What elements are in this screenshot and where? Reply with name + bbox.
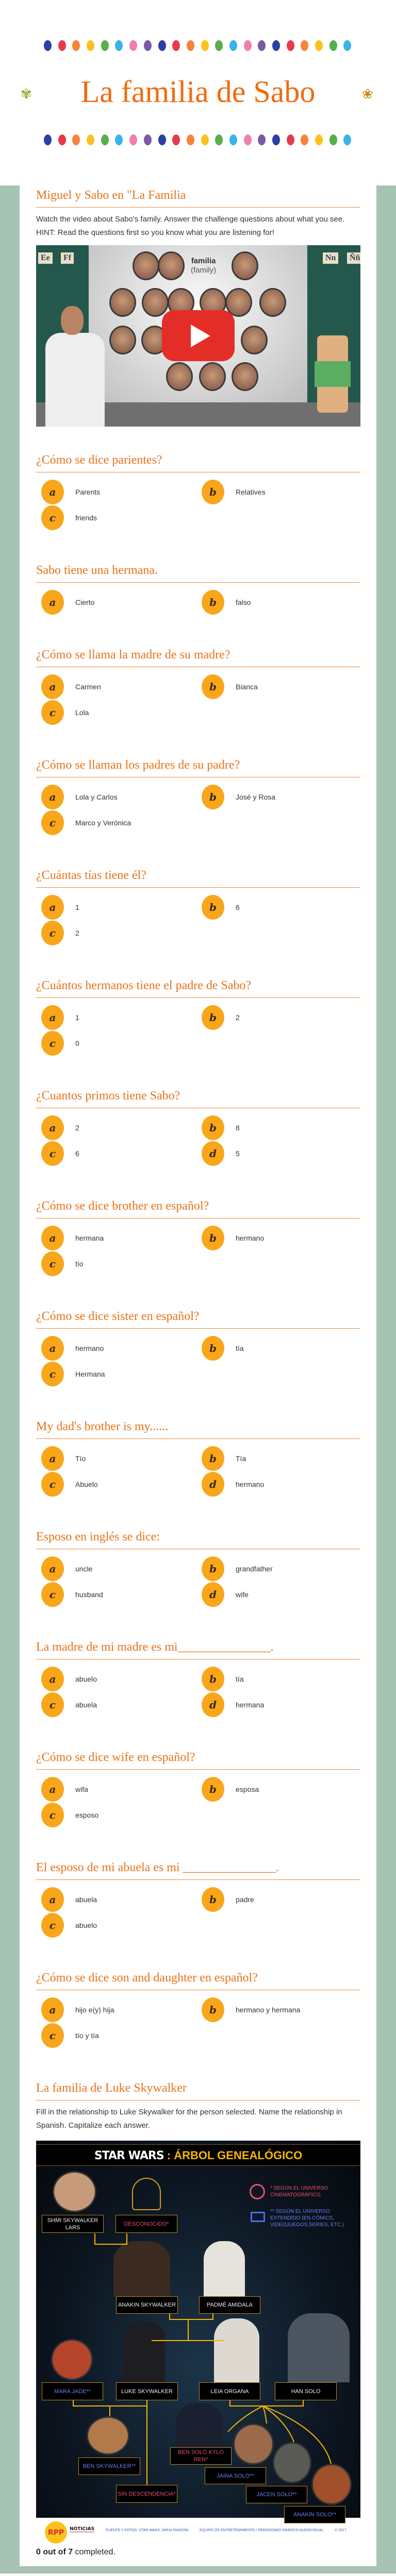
family-photo [166, 362, 193, 391]
dot [87, 134, 94, 145]
answer-option-c[interactable] [36, 700, 196, 725]
option-letter-bubble[interactable]: d [202, 1582, 224, 1607]
option-letter-bubble[interactable]: c [41, 1472, 64, 1497]
answer-option-b[interactable] [196, 674, 357, 700]
option-label: 0 [75, 1039, 79, 1047]
option-label: Hermana [75, 1370, 105, 1378]
dot [258, 134, 266, 145]
question [36, 1309, 360, 1387]
label-anakin: ANAKIN SKYWALKER [116, 2296, 178, 2314]
option-label: hermana [75, 1234, 104, 1242]
dot [201, 134, 209, 145]
answer-option-c[interactable] [36, 1471, 196, 1497]
answer-options [36, 1439, 360, 1497]
question-text: My dad's brother is my...... [36, 1419, 360, 1439]
question [36, 1970, 360, 2048]
dot [258, 40, 266, 51]
answer-option-a[interactable] [36, 1115, 196, 1141]
label-padme: PADMÉ AMIDALA [199, 2296, 260, 2314]
family-photo [259, 288, 286, 317]
option-label: falso [236, 598, 251, 606]
option-label: tía [236, 1675, 244, 1683]
option-letter-bubble[interactable]: c [41, 1251, 64, 1276]
question [36, 1639, 360, 1718]
option-letter-bubble[interactable]: a [41, 785, 64, 809]
dot [158, 40, 166, 51]
option-letter-bubble[interactable]: b [202, 1226, 224, 1250]
option-label: Carmen [75, 683, 101, 691]
dot [129, 40, 137, 51]
question [36, 757, 360, 836]
answer-option-c[interactable] [36, 920, 196, 946]
option-label: hermana [236, 1701, 265, 1709]
answer-option-c[interactable] [36, 1361, 196, 1387]
dot [287, 134, 294, 145]
completion-status [36, 2546, 360, 2559]
answer-option-c[interactable] [36, 1582, 196, 1607]
family-photo [199, 362, 226, 391]
answer-option-b[interactable] [196, 589, 357, 615]
credit-team: EQUIPO DE ENTRETENIMIENTO / PERIODISMO GRÁFICO AUDIOVISUAL [200, 2529, 324, 2532]
option-letter-bubble[interactable]: a [41, 1556, 64, 1581]
answer-options [36, 998, 360, 1056]
dot [244, 134, 252, 145]
dot [272, 134, 280, 145]
butterfly-icon: ✾ [21, 86, 32, 101]
option-letter-bubble[interactable]: b [202, 1115, 224, 1140]
answer-option-a[interactable] [36, 1997, 196, 2023]
letter-card: Ff [61, 252, 74, 264]
answer-option-a[interactable] [36, 784, 196, 810]
question-text: La madre de mi madre es mi_______________. [36, 1639, 360, 1659]
option-letter-bubble[interactable]: c [41, 1803, 64, 1827]
option-label: abuela [75, 1895, 97, 1904]
question-text: ¿Cómo se llama la madre de su madre? [36, 647, 360, 667]
option-letter-bubble[interactable]: c [41, 810, 64, 835]
option-label: 8 [236, 1124, 240, 1132]
answer-option-b[interactable] [196, 1335, 357, 1361]
label-sin-descendencia: SIN DESCENDENCIA* [116, 2485, 177, 2503]
tree-title-main: STAR WARS [94, 2149, 164, 2162]
option-label: Parents [75, 488, 101, 496]
dot [158, 134, 166, 145]
luke-instructions: Fill in the relationship to Luke Skywalker for the person selected. Name the relationship in Spanish. Capitalize each answer. [36, 2108, 342, 2130]
option-letter-bubble[interactable]: b [202, 1446, 224, 1471]
answer-option-a[interactable] [36, 1776, 196, 1802]
answer-options [36, 1990, 360, 2048]
answer-options [36, 1880, 360, 1938]
luke-title: La familia de Luke Skywalker [36, 2080, 360, 2100]
dot [229, 40, 237, 51]
label-jaina: JAINA SOLO** [205, 2467, 266, 2484]
page-title: La familia de Sabo [80, 75, 316, 109]
option-letter-bubble[interactable]: a [41, 1336, 64, 1361]
question-text: ¿Cómo se dice son and daughter en español? [36, 1970, 360, 1990]
question [36, 1529, 360, 1607]
answer-option-b[interactable] [196, 894, 357, 920]
option-label: abuela [75, 1701, 97, 1709]
option-letter-bubble[interactable]: b [202, 785, 224, 809]
option-letter-bubble[interactable]: b [202, 1777, 224, 1802]
intro-instructions: Watch the video about Sabo's family. Answer the challenge questions about what you see. HINT: Read the questions first so you know what you are listening for! [36, 215, 345, 237]
label-leia: LEIA ORGANA [199, 2382, 260, 2400]
answer-option-d[interactable] [196, 1582, 357, 1607]
answer-option-a[interactable] [36, 674, 196, 700]
dot [72, 40, 80, 51]
dot [115, 134, 123, 145]
answer-option-c[interactable] [36, 1030, 196, 1056]
option-letter-bubble[interactable]: a [41, 674, 64, 699]
option-label: Relatives [236, 488, 266, 496]
answer-option-b[interactable] [196, 1556, 357, 1582]
answer-option-c[interactable] [36, 2023, 196, 2048]
answer-options [36, 1108, 360, 1166]
option-letter-bubble[interactable]: b [202, 674, 224, 699]
question [36, 1860, 360, 1938]
question-text: ¿Cuántos hermanos tiene el padre de Sabo? [36, 978, 360, 998]
option-label: esposa [236, 1785, 259, 1793]
option-letter-bubble[interactable]: d [202, 1692, 224, 1717]
label-luke: LUKE SKYWALKER [116, 2382, 178, 2400]
option-label: Tío [75, 1454, 86, 1463]
option-letter-bubble[interactable]: b [202, 1667, 224, 1691]
option-label: Lola y Carlos [75, 793, 118, 801]
option-letter-bubble[interactable]: a [41, 1777, 64, 1802]
answer-option-c[interactable] [36, 505, 196, 531]
answer-option-a[interactable] [36, 479, 196, 505]
question-text: ¿Cómo se llaman los padres de su padre? [36, 757, 360, 777]
dot [287, 40, 294, 51]
option-letter-bubble[interactable]: a [41, 1887, 64, 1912]
answer-option-d[interactable] [196, 1141, 357, 1166]
option-letter-bubble[interactable]: d [202, 1141, 224, 1166]
option-letter-bubble[interactable]: b [202, 1887, 224, 1912]
question-text: ¿Cuántas tías tiene él? [36, 868, 360, 888]
answer-options [36, 1329, 360, 1387]
question-text: ¿Cómo se dice brother en español? [36, 1198, 360, 1218]
letter-card: Ññ [347, 252, 360, 264]
dot [343, 134, 351, 145]
answer-option-b[interactable] [196, 1776, 357, 1802]
rpp-logo: RPP [45, 2521, 67, 2544]
answer-option-a[interactable] [36, 589, 196, 615]
video-caption [191, 257, 216, 275]
answer-option-a[interactable] [36, 1666, 196, 1692]
answer-option-a[interactable] [36, 1005, 196, 1030]
intro-title: Miguel y Sabo en "La Familia [36, 188, 360, 208]
option-letter-bubble[interactable]: b [202, 1556, 224, 1581]
dot [329, 134, 337, 145]
answer-options [36, 777, 360, 836]
question [36, 1198, 360, 1277]
option-label: 5 [236, 1149, 240, 1158]
option-label: grandfather [236, 1565, 273, 1573]
answer-option-c[interactable] [36, 1251, 196, 1277]
option-letter-bubble[interactable]: c [41, 700, 64, 725]
answer-option-b[interactable] [196, 479, 357, 505]
family-photo [109, 288, 136, 317]
option-label: esposo [75, 1811, 99, 1819]
option-label: uncle [75, 1565, 93, 1573]
option-letter-bubble[interactable]: a [41, 1997, 64, 2022]
answer-option-b[interactable] [196, 1446, 357, 1471]
answer-option-b[interactable] [196, 1005, 357, 1030]
teacher-figure [45, 333, 105, 427]
answer-option-b[interactable] [196, 1225, 357, 1251]
dot [315, 134, 323, 145]
question-list [36, 452, 360, 2048]
answer-option-c[interactable] [36, 810, 196, 836]
answer-option-c[interactable] [36, 1802, 196, 1828]
answer-options [36, 667, 360, 725]
label-jacen: JACEN SOLO** [246, 2486, 307, 2503]
legend-line: ** SEGÚN EL UNIVERSO [270, 2209, 330, 2214]
family-photo [158, 251, 185, 280]
dot [44, 134, 52, 145]
option-letter-bubble[interactable]: c [41, 1692, 64, 1717]
dot [229, 134, 237, 145]
answer-options [36, 1770, 360, 1828]
dot [215, 40, 223, 51]
option-label: 6 [75, 1149, 79, 1158]
option-label: abuelo [75, 1675, 97, 1683]
answer-options [36, 472, 360, 531]
flower-icon: ❀ [362, 86, 373, 101]
answer-option-a[interactable] [36, 1446, 196, 1471]
option-letter-bubble[interactable]: b [202, 590, 224, 615]
answer-option-c[interactable] [36, 1912, 196, 1938]
option-letter-bubble[interactable]: a [41, 1005, 64, 1030]
label-unknown: DESCONOCIDO* [116, 2215, 177, 2233]
option-letter-bubble[interactable]: a [41, 1226, 64, 1250]
question-text: ¿Cuantos primos tiene Sabo? [36, 1088, 360, 1108]
rpp-logo-sub: NOTICIAS [70, 2527, 95, 2532]
option-letter-bubble[interactable]: c [41, 1362, 64, 1386]
option-letter-bubble[interactable]: a [41, 1667, 64, 1691]
label-han: HAN SOLO [275, 2382, 337, 2400]
option-label: Cierto [75, 598, 95, 606]
question [36, 1088, 360, 1166]
option-label: 2 [236, 1013, 240, 1022]
dot [172, 40, 180, 51]
option-label: hijo e(y) hija [75, 2006, 114, 2014]
option-letter-bubble[interactable]: a [41, 1115, 64, 1140]
option-letter-bubble[interactable]: c [41, 1913, 64, 1938]
dot [44, 40, 52, 51]
answer-option-b[interactable] [196, 1997, 357, 2023]
answer-option-c[interactable] [36, 1692, 196, 1718]
dot [129, 134, 137, 145]
dot [101, 40, 109, 51]
question [36, 868, 360, 946]
answer-options [36, 1218, 360, 1277]
option-label: Tía [236, 1454, 246, 1463]
answer-option-a[interactable] [36, 894, 196, 920]
option-letter-bubble[interactable]: c [41, 1031, 64, 1056]
family-photo [241, 326, 268, 354]
option-letter-bubble[interactable]: a [41, 590, 64, 615]
cartoon-shirt [315, 361, 351, 387]
dot [187, 134, 194, 145]
answer-option-d[interactable] [196, 1471, 357, 1497]
letter-card: Nn [323, 252, 338, 264]
answer-option-a[interactable] [36, 1887, 196, 1912]
family-photo [109, 326, 136, 354]
option-label: hermano [236, 1480, 265, 1488]
family-photo [133, 251, 159, 280]
dot [101, 134, 109, 145]
option-label: tío y tía [75, 2031, 99, 2040]
luke-section [36, 2080, 360, 2100]
dot [272, 40, 280, 51]
label-mara: MARA JADE** [42, 2382, 103, 2400]
family-photo [232, 362, 258, 391]
option-label: wifa [75, 1785, 88, 1793]
option-label: 2 [75, 929, 79, 937]
option-label: 6 [236, 903, 240, 911]
worksheet-card [20, 181, 376, 2566]
option-letter-bubble[interactable]: b [202, 480, 224, 504]
family-photo [142, 288, 169, 317]
option-label: tía [236, 1344, 244, 1352]
credit-source: FUENTE Y FOTOS: STAR WARS, WIKIA FANDOM [106, 2529, 189, 2532]
dot [343, 40, 351, 51]
option-letter-bubble[interactable]: a [41, 480, 64, 504]
option-letter-bubble[interactable]: c [41, 505, 64, 530]
question [36, 1750, 360, 1828]
option-label: 1 [75, 1013, 79, 1022]
label-kylo: BEN SOLO KYLO REN* [170, 2447, 232, 2465]
option-label: Abuelo [75, 1480, 98, 1488]
answer-option-b[interactable] [196, 784, 357, 810]
letter-card: Ee [38, 252, 53, 264]
option-letter-bubble[interactable]: b [202, 1005, 224, 1030]
dot [172, 134, 180, 145]
option-letter-bubble[interactable]: a [41, 895, 64, 920]
dot [144, 40, 152, 51]
label-ben-skywalker: BEN SKYWALKER** [78, 2458, 140, 2475]
option-label: 1 [75, 903, 79, 911]
option-label: tío [75, 1260, 84, 1268]
dot [301, 40, 308, 51]
option-label: Lola [75, 708, 89, 717]
option-letter-bubble[interactable]: c [41, 921, 64, 945]
option-label: husband [75, 1590, 103, 1599]
answer-option-a[interactable] [36, 1225, 196, 1251]
option-label: hermano y hermana [236, 2006, 301, 2014]
dot [144, 134, 152, 145]
answer-options [36, 888, 360, 946]
answer-option-a[interactable] [36, 1556, 196, 1582]
question [36, 978, 360, 1056]
option-letter-bubble[interactable]: c [41, 1582, 64, 1607]
legend-line: VIDEOJUEGOS,SERIES, ETC.) [270, 2222, 344, 2228]
dot [87, 40, 94, 51]
question [36, 1419, 360, 1497]
label-shmi: SHMI SKYWALKER LARS [42, 2215, 104, 2233]
option-label: Marco y Verónica [75, 819, 131, 827]
dot-border-top [44, 40, 351, 51]
dot [58, 134, 66, 145]
header [0, 0, 396, 185]
caption-word: familia [191, 257, 216, 265]
option-letter-bubble[interactable]: b [202, 895, 224, 920]
answer-option-b[interactable] [196, 1887, 357, 1912]
dot [72, 134, 80, 145]
dot [115, 40, 123, 51]
video-player[interactable] [36, 245, 360, 427]
question-text: Sabo tiene una hermana. [36, 563, 360, 583]
question [36, 452, 360, 531]
dot [301, 134, 308, 145]
option-label: José y Rosa [236, 793, 276, 801]
option-label: 2 [75, 1124, 79, 1132]
answer-options [36, 1659, 360, 1718]
option-letter-bubble[interactable]: b [202, 1997, 224, 2022]
dot [187, 40, 194, 51]
option-letter-bubble[interactable]: d [202, 1472, 224, 1497]
caption-translation: (family) [191, 266, 217, 275]
label-anakin-solo: ANAKIN SOLO** [284, 2506, 345, 2523]
question-text: ¿Cómo se dice parientes? [36, 452, 360, 472]
option-label: hermano [236, 1234, 265, 1242]
completion-count: 0 out of 7 [36, 2548, 73, 2556]
option-letter-bubble[interactable]: a [41, 1446, 64, 1471]
legend-line: CINEMATOGRÁFICO. [270, 2192, 322, 2198]
answer-option-b[interactable] [196, 1115, 357, 1141]
credit-copyright: © 2017 [335, 2529, 346, 2532]
option-label: friends [75, 514, 97, 522]
question-text: ¿Cómo se dice sister en español? [36, 1309, 360, 1329]
dot [329, 40, 337, 51]
question [36, 563, 360, 615]
answer-options [36, 1549, 360, 1607]
question-text: ¿Cómo se dice wife en español? [36, 1750, 360, 1770]
teacher-head [61, 306, 84, 335]
dot [315, 40, 323, 51]
legend-line: * SEGÚN EL UNIVERSO [270, 2185, 328, 2191]
option-label: Bianca [236, 683, 258, 691]
question-text: El esposo de mi abuela es mi _______________. [36, 1860, 360, 1880]
completion-suffix: completed. [73, 2548, 116, 2556]
answer-option-a[interactable] [36, 1335, 196, 1361]
option-label: wife [236, 1590, 249, 1599]
dot [244, 40, 252, 51]
tree-title-sub: : ÁRBOL GENEALÓGICO [167, 2149, 303, 2162]
question-text: Esposo en inglés se dice: [36, 1529, 360, 1549]
family-photo [232, 251, 258, 280]
dot [201, 40, 209, 51]
dot [58, 40, 66, 51]
option-label: abuelo [75, 1921, 97, 1929]
answer-options [36, 583, 360, 615]
option-label: padre [236, 1895, 254, 1904]
answer-option-c[interactable] [36, 1141, 196, 1166]
option-label: hermano [75, 1344, 104, 1352]
answer-option-d[interactable] [196, 1692, 357, 1718]
star-wars-family-tree-image [36, 2141, 360, 2544]
question [36, 647, 360, 725]
legend-line: EXTENDIDO (EN CÓMICS, [270, 2215, 334, 2221]
dot [215, 134, 223, 145]
answer-option-b[interactable] [196, 1666, 357, 1692]
option-letter-bubble[interactable]: c [41, 1141, 64, 1166]
option-letter-bubble[interactable]: c [41, 2023, 64, 2048]
dot-border-bottom [44, 134, 351, 145]
youtube-play-icon[interactable] [162, 310, 235, 361]
option-letter-bubble[interactable]: b [202, 1336, 224, 1361]
